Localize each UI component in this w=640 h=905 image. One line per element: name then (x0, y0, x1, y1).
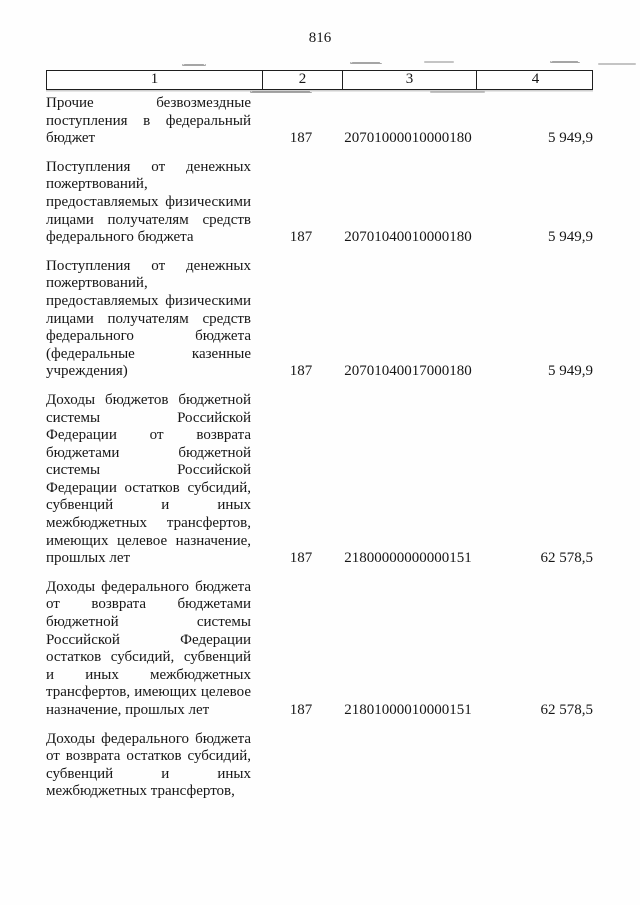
amount-value: 62 578,5 (540, 702, 593, 718)
admin-code: 187 (289, 550, 313, 567)
revenue-name: Поступления от денежных пожертвований, предоставляемых физическими лицами получателям средств федерального бюджета (46, 158, 251, 246)
admin-code: 187 (289, 363, 313, 380)
kbk-code: 20701040010000180 (344, 229, 472, 246)
column-header-3: 3 (342, 71, 476, 89)
amount-value: 5 949,9 (548, 130, 593, 147)
amount-value: 5 949,9 (548, 229, 593, 246)
admin-code: 187 (289, 130, 313, 147)
kbk-code: 21801000010000151 (344, 702, 472, 718)
scan-artifact (350, 62, 382, 64)
table-row (46, 392, 593, 568)
scan-artifact (182, 64, 206, 66)
scan-artifact (424, 61, 454, 63)
revenue-name: Доходы федерального бюджета от возврата остатков субсидий, субвенций и иных межбюджетных трансфертов, (46, 730, 251, 800)
column-header-1: 1 (150, 71, 159, 87)
revenue-name: Доходы бюджетов бюджетной системы Российской Федерации от возврата бюджетами бюджетной системы Российской Федерации остатков субсидий, субвенций и иных межбюджетных трансфертов, имеющих целевое назначение, прошлых лет (46, 391, 251, 567)
kbk-code: 21800000000000151 (344, 550, 472, 567)
table-body (46, 95, 593, 801)
amount-value: 62 578,5 (540, 550, 593, 567)
table-row-continued (46, 731, 593, 801)
revenue-name: Прочие безвозмездные поступления в федеральный бюджет (46, 95, 251, 147)
admin-code: 187 (289, 229, 313, 246)
scan-artifact (598, 63, 636, 65)
admin-code: 187 (289, 702, 313, 718)
revenue-name: Поступления от денежных пожертвований, предоставляемых физическими лицами получателям средств федерального бюджета (федеральные казенные учреждения) (46, 257, 251, 380)
page-number: 816 (308, 30, 332, 46)
scan-artifact (550, 61, 580, 63)
table-header-row (46, 70, 593, 90)
table-row (46, 579, 593, 720)
budget-revenue-table (46, 70, 593, 801)
revenue-name: Доходы федерального бюджета от возврата бюджетами бюджетной системы Российской Федерации остатков субсидий, субвенций и иных межбюджетных трансфертов, имеющих целевое назначение, прошлых лет (46, 578, 251, 718)
kbk-code: 20701000010000180 (344, 130, 472, 147)
table-row (46, 95, 593, 148)
table-row (46, 159, 593, 247)
table-row (46, 258, 593, 381)
kbk-code: 20701040017000180 (344, 363, 472, 380)
amount-value: 5 949,9 (548, 363, 593, 380)
column-header-4: 4 (476, 71, 594, 89)
column-header-2: 2 (262, 71, 342, 89)
